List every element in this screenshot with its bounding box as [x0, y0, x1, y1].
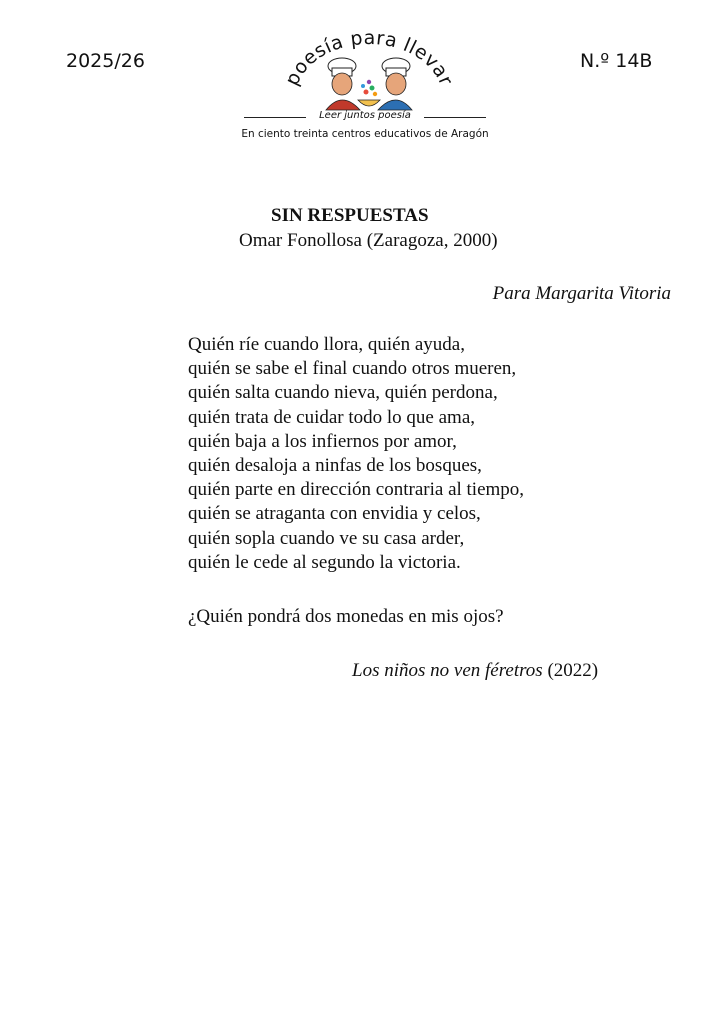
poem-verses [188, 333, 524, 575]
verse-line: quién baja a los infiernos por amor, [188, 430, 457, 452]
verse-line: quién se atraganta con envidia y celos, [188, 503, 481, 525]
source-book-title: Los niños no ven féretros [352, 660, 543, 681]
verse-line: quién salta cuando nieva, quién perdona, [188, 382, 498, 404]
logo-tagline: Leer juntos poesía [319, 110, 411, 121]
verse-line: quién sopla cuando ve su casa arder, [188, 527, 465, 549]
poem-dedication: Para Margarita Vitoria [492, 283, 671, 304]
tagline-rule-right [424, 117, 486, 118]
logo-subtitle: En ciento treinta centros educativos de Aragón [241, 128, 489, 140]
verse-line: quién le cede al segundo la victoria. [188, 551, 461, 573]
season-label: 2025/26 [66, 50, 145, 72]
source-year: (2022) [547, 660, 599, 681]
verse-line: Quién ríe cuando llora, quién ayuda, [188, 334, 465, 355]
poem-author: Omar Fonollosa (Zaragoza, 2000) [239, 230, 498, 251]
poem-title: SIN RESPUESTAS [271, 205, 429, 226]
verse-line: quién se sabe el final cuando otros mueren, [188, 358, 517, 380]
poem-source [352, 660, 598, 682]
two-chefs-icon [326, 58, 412, 110]
verse-line: quién parte en dirección contraria al tiempo, [188, 479, 525, 501]
tagline-rule-left [244, 117, 306, 118]
logo-title: poesía para llevar [280, 26, 458, 90]
poem-closing-line: ¿Quién pondrá dos monedas en mis ojos? [188, 606, 504, 627]
verse-line: quién desaloja a ninfas de los bosques, [188, 455, 482, 477]
verse-line: quién trata de cuidar todo lo que ama, [188, 406, 476, 428]
poesia-para-llevar-logo [280, 14, 458, 118]
issue-number: N.º 14B [580, 50, 653, 72]
